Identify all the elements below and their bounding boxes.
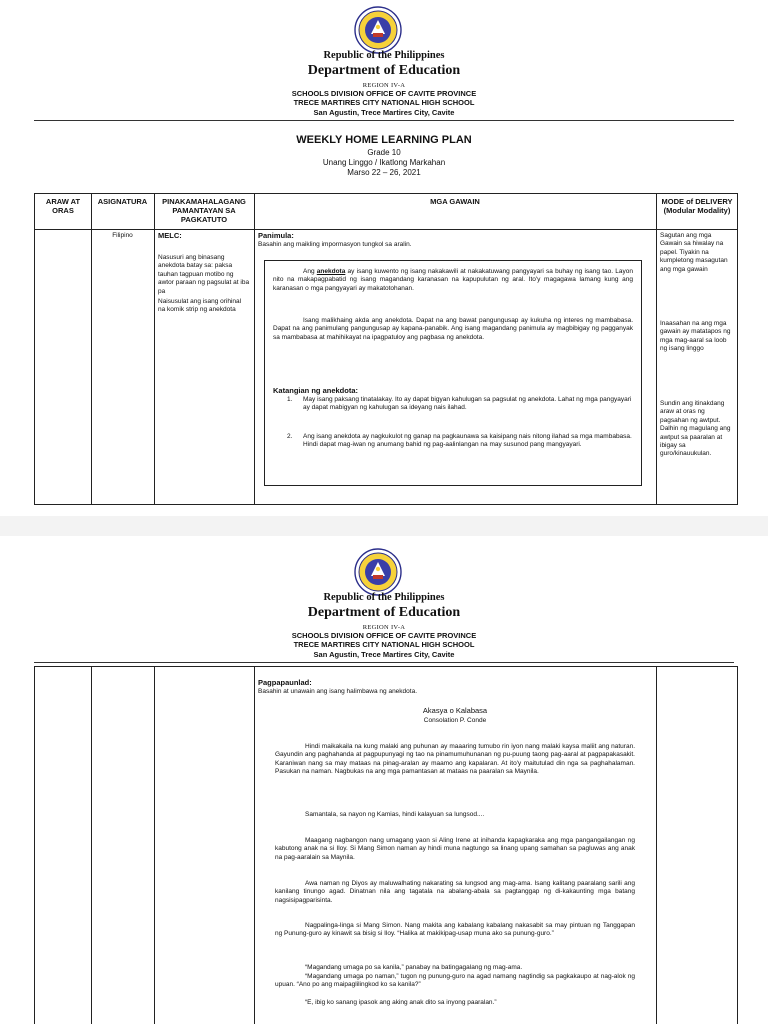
subject-cell: Filipino: [112, 232, 133, 239]
address-line: San Agustin, Trece Martires City, Cavite: [313, 108, 455, 117]
story-author: Consolation P. Conde: [423, 717, 487, 724]
address-line: San Agustin, Trece Martires City, Cavite: [313, 650, 455, 659]
header-competency: PINAKAMAHALAGANG PAMANTAYAN SA PAGKATUTO: [162, 197, 246, 224]
region-line: REGION IV-A: [362, 624, 406, 631]
story-paragraph-3: Maagang nagbangon nang umagang yaon si Aling Irene at inihanda kapagkaraka ang mga pangangailangan ng kabutong anak na si Iloy. Si Mang Simon naman ay hindi muna nagtungo sa linang upang samahan sa pagluwas ang anak na pag-aaralain sa Maynila.: [275, 837, 635, 861]
story-paragraph-5: Nagpalinga-linga si Mang Simon. Nang makita ang kabalang kabalang nakasabit sa may pintuan ng Tanggapan ng Punung-guro ay kinawit sa bisig si Iloy. “Halika at makikipag-usap muna ako sa punung-guro.”: [275, 922, 635, 938]
header-subject: ASIGNATURA: [97, 197, 148, 206]
header-tasks: MGA GAWAIN: [430, 197, 480, 206]
school-line: TRECE MARTIRES CITY NATIONAL HIGH SCHOOL: [293, 640, 475, 649]
school-line: TRECE MARTIRES CITY NATIONAL HIGH SCHOOL: [293, 98, 475, 107]
learning-plan-table: [34, 193, 738, 505]
pagpapaunlad-label: Pagpapaunlad:: [258, 678, 312, 687]
mode-instruction-3: Sundin ang itinakdang araw at oras ng pagsahan ng awtput. Dalhin ng magulang ang awtput sa paaralan at ibigay sa guro/kinauukulan.: [660, 400, 731, 458]
plan-dates: Marso 22 – 26, 2021: [347, 168, 421, 177]
plan-grade: Grade 10: [367, 148, 401, 157]
story-paragraph-6: “Magandang umaga po sa kanila,” panabay na batingagalang ng mag-ama.: [305, 964, 523, 971]
melc-item-1: Nasusuri ang binasang anekdota batay sa: paksa tauhan tagpuan motibo ng awtor paraan ng pagsulat at iba pa: [158, 254, 250, 295]
deped-seal-icon: [354, 6, 402, 54]
header-day: ARAW AT ORAS: [45, 197, 81, 215]
story-title: Akasya o Kalabasa: [422, 706, 488, 715]
melc-item-2: Naisusulat ang isang orihinal na komik strip ng anekdota: [158, 298, 242, 314]
anekdota-info-box: Ang anekdota ay isang kuwento ng isang nakakawili at nakakatuwang pangyayari sa buhay ng isang tao. Layon nito na makapagpabatid ng isang magandang karanasan na kapupulutan ng aral. Ito'y magagawa lamang kung ang karanasan o mga pangyayari ay makatotohanan. Isang malikhaing akda ang anekdota. Dapat na ang bawat pangungusap ay kukuha ng interes ng mambabasa. Dapat na ang panimulang pangungusap ay kapana-panabik. Ang isang magandang panimula ay magbibigay ng pagganyak sa mambabasa at mahihikayat na ipagpatuloy ang pagbasa ng anekdota. Katangian ng anekdota: 1. May isang paksang tinatalakay. Ito ay dapat bigyan kahulugan sa pagsulat ng anekdota. Lahat ng mga pangyayari ay dapat mabigyan ng kahulugan sa ideyang nais ilahad. 2. Ang isang anekdota ay nagkukulot ng ganap na pagkaunawa sa kaisipang nais nitong ilahad sa mga mambabasa. Hindi dapat mag-iwan ng anumang bahid ng pag-aalinlangan na may susunod pang mangyayari.: [264, 260, 642, 486]
definition-paragraph: Ang anekdota ay isang kuwento ng isang nakakawili at nakakatuwang pangyayari sa buhay ng isang tao. Layon nito na makapagpabatid ng isang magandang karanasan na kapupulutan ng aral. Ito'y magagawa lamang kung ang karanasan o mga pangyayari ay makatotohanan.: [273, 268, 634, 292]
header-rule: [34, 662, 734, 663]
department-line: Department of Education: [307, 605, 461, 620]
department-line: Department of Education: [307, 63, 461, 78]
term-anekdota: anekdota: [316, 268, 346, 275]
mode-instruction-1: Sagutan ang mga Gawain sa hiwalay na papel. Tiyakin na kumpletong masagutan ang mga gawain: [660, 232, 728, 273]
melc-label: MELC:: [158, 231, 182, 240]
mode-instruction-2: Inaasahan na ang mga gawain ay matatapos ng mga mag-aaral sa loob ng isang linggo: [660, 320, 731, 353]
story-paragraph-7: “Magandang umaga po naman,” tugon ng punung-guro na agad namang nagtindig sa pagkakaupo at nag-alok ng upuan. “Ano po ang maipaglilingkod ko sa kanila?”: [275, 973, 635, 989]
letterhead: [0, 0, 768, 120]
story-paragraph-4: Awa naman ng Diyos ay maluwalhating nakarating sa lungsod ang mag-ama. Isang kalitang paaralang sarili ang kanilang tinungo agad. Dinatnan nila ang tagatala na abalang-abala sa pagtanggap ng di-kakaunting mga batang nagsisipagparisinta.: [275, 880, 635, 904]
story-paragraph-8: “E, ibig ko sanang ipasok ang aking anak dito sa inyong paaralan.”: [305, 999, 497, 1006]
republic-line: Republic of the Philippines: [323, 50, 445, 61]
division-line: SCHOOLS DIVISION OFFICE OF CAVITE PROVINCE: [291, 631, 477, 640]
letterhead-2: [0, 536, 768, 659]
header-mode: MODE of DELIVERY (Modular Modality): [661, 197, 733, 215]
definition-paragraph-2: Isang malikhaing akda ang anekdota. Dapat na ang bawat pangungusap ay kukuha ng interes ng mambabasa. Dapat na ang panimulang pangungusap ay kapana-panabik. Ang isang magandang panimula ay magbibigay ng pagganyak sa mambabasa at mahihikayat na ipagpatuloy ang pagbasa ng anekdota.: [273, 317, 633, 341]
header-rule: [34, 120, 734, 121]
panimula-label: Panimula:: [258, 231, 294, 240]
page-gap: [0, 516, 768, 536]
story-paragraph-2: Samantala, sa nayon ng Kamias, hindi kalayuan sa lungsod....: [305, 811, 485, 818]
katangian-item-2: Ang isang anekdota ay nagkukulot ng ganap na pagkaunawa sa kaisipang nais nitong ilahad sa mga mambabasa. Hindi dapat mag-iwan ng anumang bahid ng pag-aalinlangan na may susunod pang mangyayari.: [303, 433, 632, 449]
region-line: REGION IV-A: [362, 82, 406, 89]
republic-line: Republic of the Philippines: [323, 592, 445, 603]
story-paragraph-1: Hindi maikakaila na kung malaki ang puhunan ay maaaring tumubo rin iyon nang malaki kaysa maliit ang naturan. Gayundin ang paghahanda at pagpupunyagi ng tao na pinamumuhunanan ng pu-puung taong pag-aaral at pagpapakasakit. Karaniwan nang sa may mataas na pinag-aralan ay maamo ang kapalaran. At ito'y maitutulad din nga sa paghahalaman. Pasukan na naman. Nagbukas na ang mga pamantasan at mataas na paaralan sa Maynila.: [275, 743, 635, 776]
plan-title: WEEKLY HOME LEARNING PLAN: [296, 134, 472, 146]
deped-seal-icon: [354, 548, 402, 596]
pagpapaunlad-instructions: Basahin at unawain ang isang halimbawa ng anekdota.: [258, 688, 418, 695]
katangian-item-1: May isang paksang tinatalakay. Ito ay dapat bigyan kahulugan sa pagsulat ng anekdota. Lahat ng mga pangyayari ay dapat mabigyan ng kahulugan sa ideyang nais ilahad.: [303, 396, 632, 412]
panimula-instructions: Basahin ang maikling impormasyon tungkol sa aralin.: [258, 241, 412, 248]
plan-quarter: Unang Linggo / Ikatlong Markahan: [322, 158, 446, 167]
division-line: SCHOOLS DIVISION OFFICE OF CAVITE PROVINCE: [291, 89, 477, 98]
learning-plan-table-continued: [34, 666, 738, 1024]
katangian-label: Katangian ng anekdota:: [273, 386, 359, 395]
page-2: [0, 536, 768, 1024]
